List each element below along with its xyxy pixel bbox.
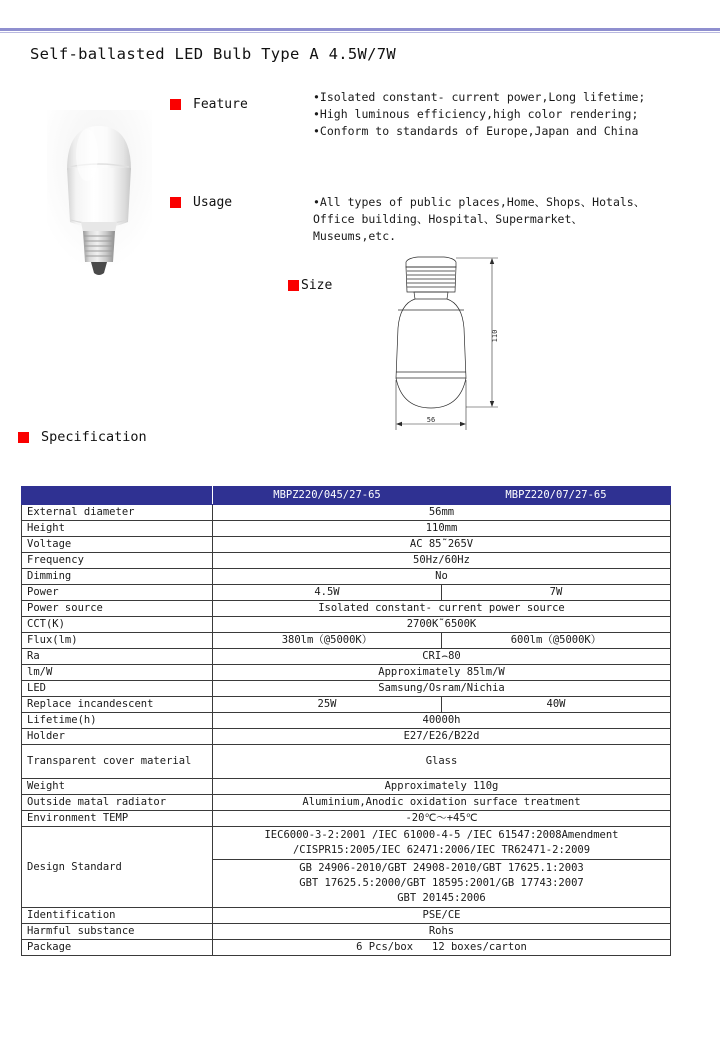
- row-label: LED: [22, 681, 213, 697]
- row-value: 40000h: [213, 713, 671, 729]
- design-standard-group-1: [213, 827, 671, 860]
- row-label: Frequency: [22, 553, 213, 569]
- row-value: 110mm: [213, 521, 671, 537]
- table-row: [22, 940, 671, 956]
- usage-bullet-1: •All types of public places,Home、Shops、Hotals、: [313, 195, 646, 209]
- specification-heading: [18, 429, 147, 445]
- row-label: lm/W: [22, 665, 213, 681]
- row-value: Isolated constant- current power source: [213, 601, 671, 617]
- row-value: PSE/CE: [213, 908, 671, 924]
- row-value-col2: 40W: [442, 697, 671, 713]
- feature-heading-label: Feature: [193, 97, 248, 112]
- row-label: Replace incandescent: [22, 697, 213, 713]
- red-square-bullet-icon: [170, 99, 181, 110]
- header-rule-thin: [0, 32, 720, 33]
- table-row: [22, 697, 671, 713]
- red-square-bullet-icon: [170, 197, 181, 208]
- row-label: Height: [22, 521, 213, 537]
- table-row: [22, 729, 671, 745]
- row-label: Lifetime(h): [22, 713, 213, 729]
- design-standard-line: /CISPR15:2005/IEC 62471:2006/IEC TR62471-2:2009: [292, 844, 591, 856]
- row-label: Dimming: [22, 569, 213, 585]
- table-row: [22, 617, 671, 633]
- red-square-bullet-icon: [18, 432, 29, 443]
- header-model-1: MBPZ220/045/27-65: [213, 487, 442, 505]
- table-row: [22, 585, 671, 601]
- table-row: [22, 681, 671, 697]
- table-row: [22, 505, 671, 521]
- row-label: Outside matal radiator: [22, 795, 213, 811]
- dimension-height-label: 110: [491, 329, 499, 343]
- table-row: [22, 811, 671, 827]
- feature-bullet-3: •Conform to standards of Europe,Japan and China: [313, 124, 639, 138]
- row-label: Identification: [22, 908, 213, 924]
- row-value: 56mm: [213, 505, 671, 521]
- specification-heading-label: Specification: [41, 429, 147, 445]
- row-label: Environment TEMP: [22, 811, 213, 827]
- row-value: 50Hz/60Hz: [213, 553, 671, 569]
- row-label: Package: [22, 940, 213, 956]
- row-value: Glass: [213, 745, 671, 779]
- row-label: Transparent cover material: [22, 745, 213, 779]
- table-row: [22, 665, 671, 681]
- row-value: Aluminium,Anodic oxidation surface treatment: [213, 795, 671, 811]
- row-label: Harmful substance: [22, 924, 213, 940]
- design-standard-line: GB 24906-2010/GBT 24908-2010/GBT 17625.1:2003: [299, 862, 584, 874]
- row-label: Design Standard: [22, 827, 213, 908]
- row-value-col1: 25W: [213, 697, 442, 713]
- usage-bullet-3: Museums,etc.: [313, 229, 397, 243]
- row-value-col1: 380lm（@5000K）: [213, 633, 442, 649]
- table-row: [22, 779, 671, 795]
- table-row: [22, 924, 671, 940]
- table-row: [22, 795, 671, 811]
- usage-bullet-2: Office building、Hospital、Supermarket、: [313, 212, 583, 226]
- table-row: [22, 713, 671, 729]
- feature-bullet-list: [313, 89, 645, 140]
- design-standard-line: GBT 17625.5:2000/GBT 18595:2001/GB 17743:2007: [299, 877, 584, 889]
- row-label: Flux(lm): [22, 633, 213, 649]
- row-value: CRI⌢80: [213, 649, 671, 665]
- table-row-design-standard: [22, 827, 671, 860]
- feature-bullet-2: •High luminous efficiency,high color rendering;: [313, 107, 639, 121]
- dimension-drawing: [370, 250, 510, 440]
- table-row: [22, 649, 671, 665]
- table-row: [22, 537, 671, 553]
- specification-table: [21, 486, 671, 956]
- product-photo: [47, 110, 152, 285]
- row-value: Rohs: [213, 924, 671, 940]
- row-label: Voltage: [22, 537, 213, 553]
- row-label: Power: [22, 585, 213, 601]
- red-square-bullet-icon: [288, 280, 299, 291]
- table-row: [22, 908, 671, 924]
- row-value: -20℃～+45℃: [213, 811, 671, 827]
- size-heading: [288, 278, 332, 293]
- feature-heading: [170, 97, 248, 112]
- row-value: Approximately 110g: [213, 779, 671, 795]
- row-value-col1: 4.5W: [213, 585, 442, 601]
- row-label: Ra: [22, 649, 213, 665]
- row-label: Power source: [22, 601, 213, 617]
- row-label: Weight: [22, 779, 213, 795]
- design-standard-line: GBT 20145:2006: [397, 892, 486, 904]
- usage-heading-label: Usage: [193, 195, 233, 210]
- header-model-2: MBPZ220/07/27-65: [442, 487, 671, 505]
- row-label: External diameter: [22, 505, 213, 521]
- header-rule: [0, 28, 720, 31]
- table-header-row: [22, 487, 671, 505]
- design-standard-line: IEC6000-3-2:2001 /IEC 61000-4-5 /IEC 61547:2008Amendment: [264, 829, 619, 841]
- design-standard-group-2: [213, 860, 671, 908]
- dimension-diameter-label: 56: [426, 416, 436, 424]
- feature-bullet-1: •Isolated constant- current power,Long lifetime;: [313, 90, 646, 104]
- row-value: Approximately 85lm/W: [213, 665, 671, 681]
- table-row: [22, 569, 671, 585]
- table-row: [22, 601, 671, 617]
- row-value-col2: 7W: [442, 585, 671, 601]
- row-value: E27/E26/B22d: [213, 729, 671, 745]
- table-row: [22, 633, 671, 649]
- row-value: Samsung/Osram/Nichia: [213, 681, 671, 697]
- row-value: No: [213, 569, 671, 585]
- row-label: CCT(K): [22, 617, 213, 633]
- row-value: 2700K˜6500K: [213, 617, 671, 633]
- table-row: [22, 521, 671, 537]
- table-row: [22, 553, 671, 569]
- row-value-col2: 600lm（@5000K）: [442, 633, 671, 649]
- row-value: AC 85˜265V: [213, 537, 671, 553]
- usage-heading: [170, 195, 232, 210]
- row-value: 6 Pcs/box 12 boxes/carton: [213, 940, 671, 956]
- usage-bullet-list: [313, 194, 645, 245]
- page-title: Self-ballasted LED Bulb Type A 4.5W/7W: [30, 45, 397, 63]
- size-heading-label: Size: [301, 278, 333, 293]
- table-row: [22, 745, 671, 779]
- header-label-cell: [22, 487, 213, 505]
- row-label: Holder: [22, 729, 213, 745]
